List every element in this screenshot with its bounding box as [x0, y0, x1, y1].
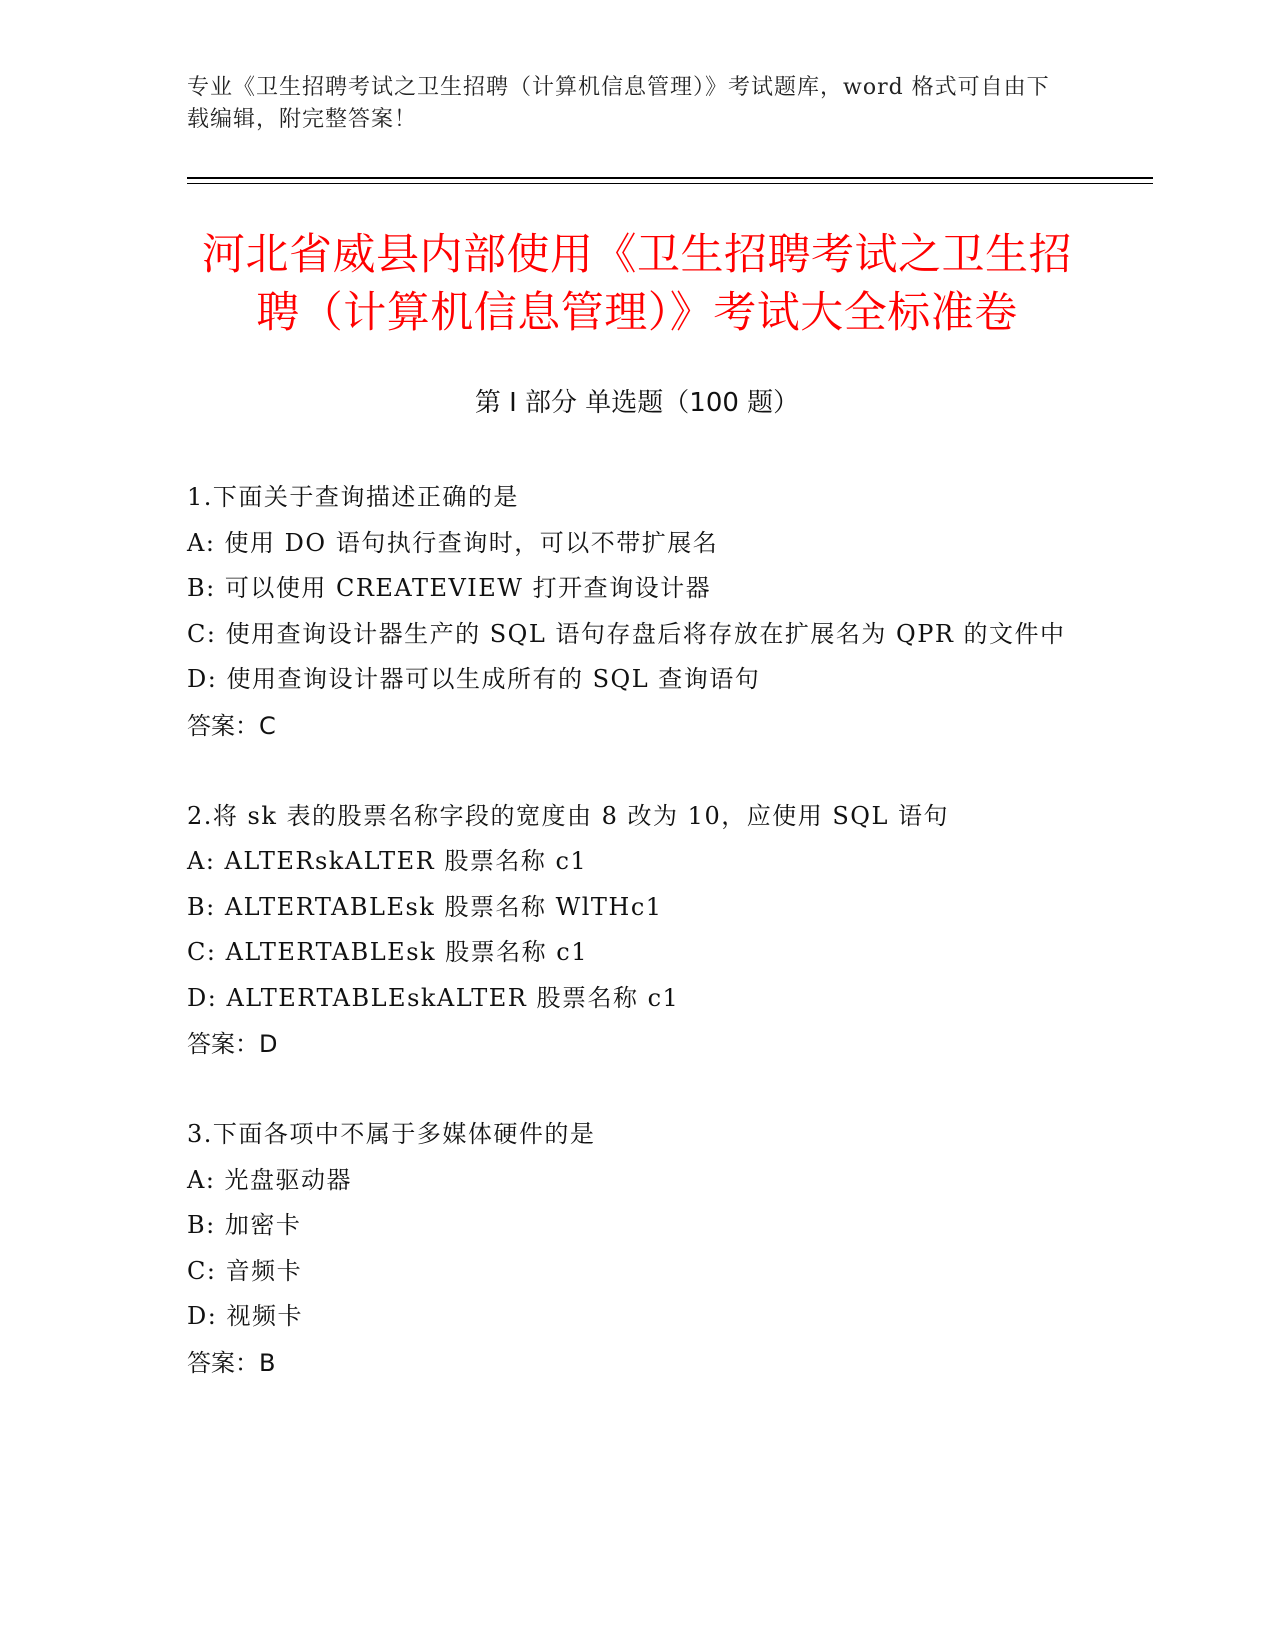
option-a: A: ALTERskALTER 股票名称 c1	[187, 847, 588, 875]
header-note: 专业《卫生招聘考试之卫生招聘（计算机信息管理）》考试题库，word 格式可自由下载编辑，附完整答案！	[187, 75, 1050, 132]
option-c: C: ALTERTABLEsk 股票名称 c1	[187, 938, 589, 966]
section-title: 第 I 部分 单选题（100 题）	[474, 388, 800, 418]
option-b: B: 可以使用 CREATEVIEW 打开查询设计器	[187, 574, 712, 602]
option-d: D: 视频卡	[187, 1302, 303, 1330]
answer-line: 答案：D	[187, 1030, 278, 1058]
answer-line: 答案：B	[187, 1348, 276, 1377]
option-d: D: ALTERTABLEskALTER 股票名称 c1	[187, 983, 680, 1012]
question-2	[187, 794, 1067, 1068]
document-title: 河北省威县内部使用《卫生招聘考试之卫生招聘（计算机信息管理）》考试大全标准卷	[202, 230, 1072, 338]
question-stem: 1.下面关于查询描述正确的是	[187, 483, 519, 511]
option-d: D: 使用查询设计器可以生成所有的 SQL 查询语句	[187, 665, 761, 693]
option-c: C: 音频卡	[187, 1256, 303, 1285]
option-a: A: 使用 DO 语句执行查询时，可以不带扩展名	[187, 528, 719, 557]
question-list	[187, 475, 1067, 1431]
answer-line: 答案：C	[187, 711, 276, 740]
question-stem: 3.下面各项中不属于多媒体硬件的是	[187, 1120, 596, 1148]
option-a: A: 光盘驱动器	[187, 1165, 353, 1194]
option-b: B: 加密卡	[187, 1211, 302, 1239]
header-divider-thick	[187, 177, 1153, 179]
question-stem: 2.将 sk 表的股票名称字段的宽度由 8 改为 10，应使用 SQL 语句	[187, 801, 950, 830]
question-3	[187, 1112, 1067, 1386]
option-c: C: 使用查询设计器生产的 SQL 语句存盘后将存放在扩展名为 QPR 的文件中	[187, 619, 1066, 648]
header-divider-thin	[187, 183, 1153, 184]
question-1	[187, 475, 1067, 749]
option-b: B: ALTERTABLEsk 股票名称 WlTHc1	[187, 892, 663, 921]
